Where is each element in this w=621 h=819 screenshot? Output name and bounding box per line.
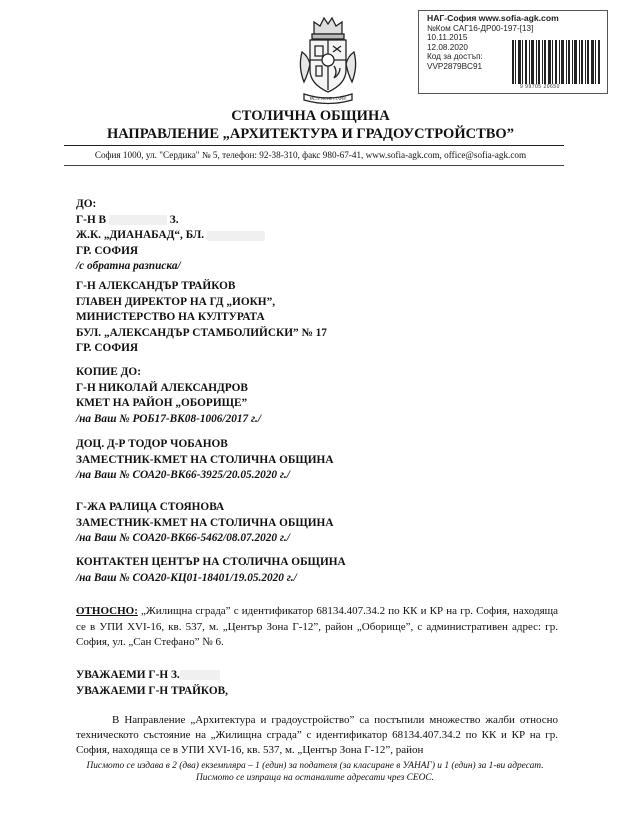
sofia-coat-of-arms-icon [296,12,360,106]
copy-3-name: Г-ЖА РАЛИЦА СТОЯНОВА [76,501,225,513]
copy-1-ref: /на Ваш № РОБ17-ВК08-1006/2017 г./ [76,412,261,425]
copy-1-name: Г-Н НИКОЛАЙ АЛЕКСАНДРОВ [76,381,248,394]
addressee-2-name: Г-Н АЛЕКСАНДЪР ТРАЙКОВ [76,280,236,292]
addressee-city: ГР. СОФИЯ [76,244,139,257]
addressee-2-city: ГР. СОФИЯ [76,342,139,355]
copy-2-ref: /на Ваш № СОА20-ВК66-3925/20.05.2020 г./ [76,469,290,482]
stamp-line-2: №Ком САГ16-ДР00-197-[13] [427,23,534,33]
header-divider-bottom [64,165,564,166]
body-paragraph: В Направление „Архитектура и градоустройство” са постъпили множество жалби относно техническото състояние на „Жилищна сграда” с идентификатор 68134.407.34.2 по КК и КР на гр. София, находяща се в УПИ XVI-16, кв. 537, м. „Център Зона Г-12”, район [76,714,558,757]
addressee-2-position: ГЛАВЕН ДИРЕКТОР НА ГД „ИОКН”, [76,295,276,308]
contact-info: София 1000, ул. "Сердика" № 5, телефон: 92-38-310, факс 980-67-41, www.sofia-agk.com, office@sofia-agk.com [94,150,527,160]
stamp-line-4: 12.08.2020 [427,42,468,52]
copy-2-name: ДОЦ. Д-Р ТОДОР ЧОБАНОВ [76,438,228,450]
barcode-number: 9 99705 20650 [520,84,560,90]
copy-3-ref: /на Ваш № СОА20-ВК66-5462/08.07.2020 г./ [76,532,290,545]
footer-note: Писмото се издава в 2 (два) екземпляра – 1 (един) за подателя (за класиране в УАНАГ) и 1 (един) за 1-ви адресат. Писмото се изпраща на останалите адресати чрез СЕОС. [86,761,544,784]
copy-3-block [76,500,333,547]
copy-4-ref: /на Ваш № СОА20-КЦ01-18401/19.05.2020 г./ [76,571,297,584]
copy-4-block [76,555,346,586]
redacted-text [109,215,167,225]
copy-3-position: ЗАМЕСТНИК-КМЕТ НА СТОЛИЧНА ОБЩИНА [76,516,334,529]
addressee-2-ministry: МИНИСТЕРСТВО НА КУЛТУРАТА [76,311,265,324]
copy-1-position: КМЕТ НА РАЙОН „ОБОРИЩЕ” [76,397,248,410]
subject-paragraph [76,604,558,651]
header-divider-top [64,145,564,146]
greeting-block [76,668,228,699]
addressee-address: Ж.К. „ДИАНАБАД“, БЛ. [76,228,265,244]
addressee-2-block [76,279,327,357]
copies-label: КОПИЕ ДО: [76,366,141,378]
barcode-icon [512,40,602,84]
greeting-line-1: УВАЖАЕМИ Г-Н З. [76,668,228,684]
addressee-note: /с обратна разписка/ [76,260,181,273]
redacted-text [207,231,265,241]
copy-2-block [76,437,333,484]
greeting-line-2: УВАЖАЕМИ Г-Н ТРАЙКОВ, [76,684,228,697]
redacted-text [180,670,220,680]
addressee-to-block [76,197,265,275]
organization-name: СТОЛИЧНА ОБЩИНА [231,108,390,124]
copy-1-block [76,365,261,427]
subject-label: ОТНОСНО: [76,605,138,617]
to-label: ДО: [76,198,97,210]
copy-2-position: ЗАМЕСТНИК-КМЕТ НА СТОЛИЧНА ОБЩИНА [76,453,334,466]
stamp-line-6: VVP2879BC91 [427,61,483,71]
stamp-line-3: 10.11.2015 [427,33,468,43]
stamp-line-1: НАГ-София www.sofia-agk.com [427,13,559,23]
subject-text: „Жилищна сграда” с идентификатор 68134.407.34.2 по КК и КР на гр. София, находяща се в УПИ XVI-16, кв. 537, м. „Център Зона Г-12”, район „Оборище”, с административен адрес: гр. София, ул. „Сан Стефано” № 6. [76,605,558,648]
copy-4-name: КОНТАКТЕН ЦЕНТЪР НА СТОЛИЧНА ОБЩИНА [76,556,346,568]
directorate-name: НАПРАВЛЕНИЕ „АРХИТЕКТУРА И ГРАДОУСТРОЙСТВО” [107,126,514,142]
addressee-2-address: БУЛ. „АЛЕКСАНДЪР СТАМБОЛИЙСКИ” № 17 [76,326,327,339]
stamp-line-5: Код за достъп: [427,52,483,62]
coat-motto: РАСТЕ НО НЕ СТАРЕЕ [309,97,347,101]
addressee-name: Г-Н В З. [76,213,179,226]
